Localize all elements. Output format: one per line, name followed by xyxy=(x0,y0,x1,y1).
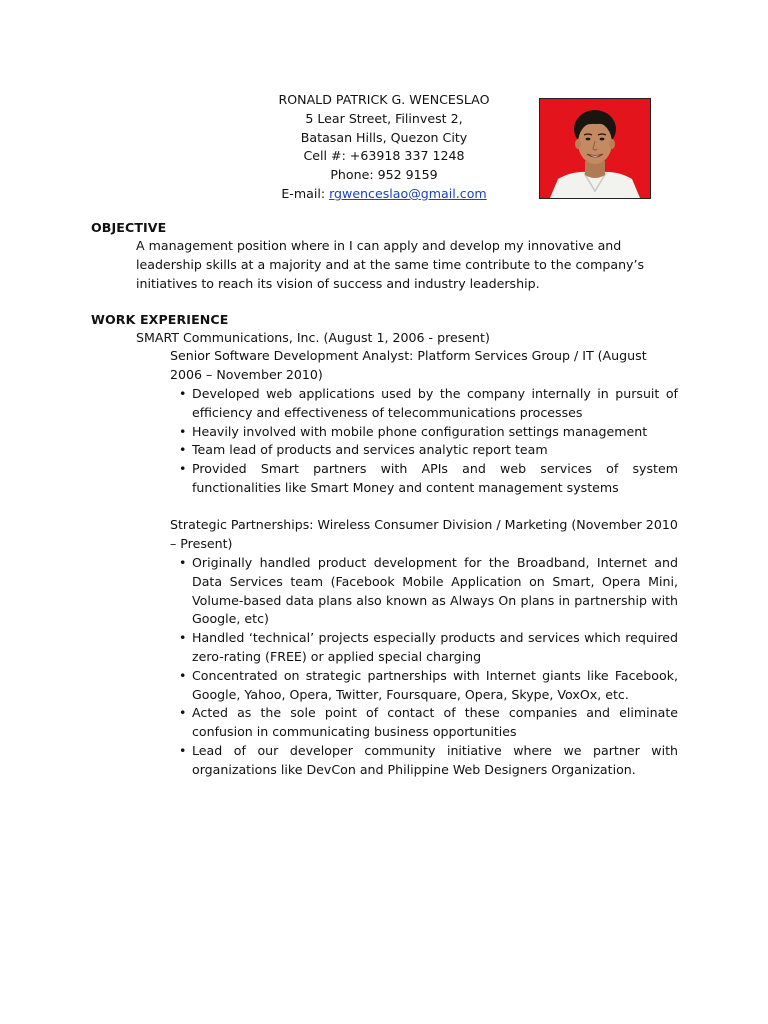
bullet-text: Developed web applications used by the company internally in pursuit of efficiency and effectiveness of telecommunications processes xyxy=(192,386,678,420)
list-item xyxy=(170,742,678,780)
bullet-icon: • xyxy=(179,461,187,477)
bullet-icon: • xyxy=(179,705,187,721)
bullet-icon: • xyxy=(179,667,187,683)
bullet-icon: • xyxy=(179,742,187,758)
applicant-name: RONALD PATRICK G. WENCESLAO xyxy=(278,92,490,107)
list-item xyxy=(170,385,678,423)
list-item xyxy=(170,629,678,667)
bullet-text: Originally handled product development for the Broadband, Internet and Data Services team (Facebook Mobile Application on Smart, Opera Mini, Volume-based data plans also known as Always On plans in partnership with Google, etc) xyxy=(192,555,678,627)
bullet-icon: • xyxy=(179,423,187,439)
bullet-text: Team lead of products and services analytic report team xyxy=(192,442,548,458)
portrait-illustration xyxy=(540,99,650,198)
bullet-text: Heavily involved with mobile phone configuration settings management xyxy=(192,423,648,439)
bullet-text: Handled ‘technical’ projects especially products and services which required zero-rating (FREE) or applied special charging xyxy=(192,630,678,664)
address-line-1: 5 Lear Street, Filinvest 2, xyxy=(305,110,463,126)
bullet-icon: • xyxy=(179,630,187,646)
bullet-icon: • xyxy=(179,442,187,458)
bullet-text: Concentrated on strategic partnerships with Internet giants like Facebook, Google, Yahoo, Opera, Twitter, Foursquare, Opera, Skype, VoxOx, etc. xyxy=(192,667,678,702)
email-line xyxy=(234,185,534,204)
phone-number: Phone: 952 9159 xyxy=(330,167,438,183)
role-1-bullet-list xyxy=(170,385,678,498)
bullet-icon: • xyxy=(179,386,187,401)
list-item xyxy=(170,667,678,705)
company-line: SMART Communications, Inc. (August 1, 2006 - present) xyxy=(136,330,490,345)
email-label: E-mail: xyxy=(281,185,330,201)
bullet-text: Lead of our developer community initiative where we partner with organizations like DevCon and Philippine Web Designers Organization. xyxy=(192,742,678,777)
email-link[interactable]: rgwenceslao@gmail.com xyxy=(329,185,487,201)
list-item xyxy=(170,460,678,498)
list-item xyxy=(170,441,678,460)
list-item xyxy=(170,554,678,629)
objective-heading: OBJECTIVE xyxy=(91,220,167,235)
role-title-1: Senior Software Development Analyst: Platform Services Group / IT (August 2006 – November 2010) xyxy=(170,348,647,382)
role-title-2: Strategic Partnerships: Wireless Consumer Division / Marketing (November 2010 – Present) xyxy=(170,517,678,551)
role-2-bullet-list xyxy=(170,554,678,780)
work-experience-heading: WORK EXPERIENCE xyxy=(91,312,229,327)
list-item xyxy=(170,423,678,442)
list-item xyxy=(170,704,678,742)
profile-photo xyxy=(539,98,651,199)
bullet-icon: • xyxy=(179,555,187,570)
bullet-text: Provided Smart partners with APIs and web services of system functionalities like Smart Money and content management systems xyxy=(192,461,678,495)
address-line-2: Batasan Hills, Quezon City xyxy=(300,129,468,145)
cell-number: Cell #: +63918 337 1248 xyxy=(303,148,465,164)
contact-block xyxy=(234,91,534,204)
objective-text: A management position where in I can apply and develop my innovative and leadership skills at a majority and at the same time contribute to the company’s initiatives to reach its vision of success and industry leadership. xyxy=(136,238,645,291)
bullet-text: Acted as the sole point of contact of these companies and eliminate confusion in communicating business opportunities xyxy=(192,705,678,740)
